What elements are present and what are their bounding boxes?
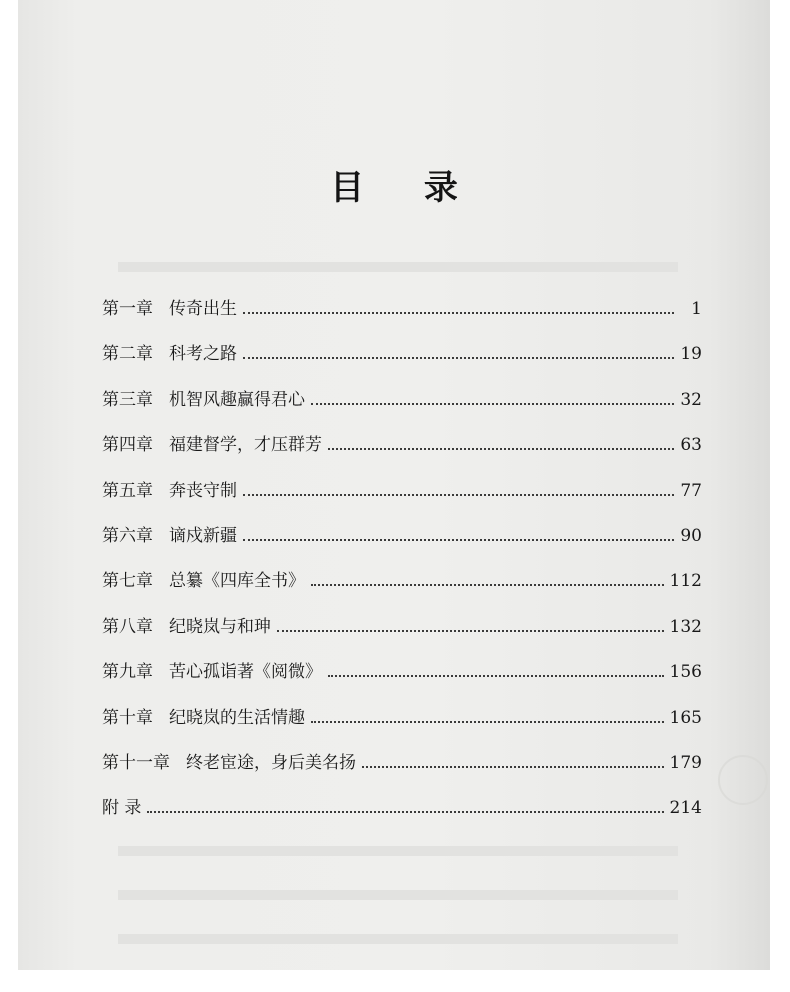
show-through-band-2 bbox=[118, 846, 678, 856]
toc-leader-dots bbox=[243, 493, 674, 496]
toc-row[interactable] bbox=[102, 385, 702, 430]
toc-chapter-title: 奔丧守制 bbox=[169, 480, 237, 501]
toc-page-number: 165 bbox=[669, 707, 702, 728]
show-through-band-3 bbox=[118, 890, 678, 900]
toc-chapter-title: 苦心孤诣著《阅微》 bbox=[169, 662, 322, 683]
toc-row[interactable] bbox=[102, 748, 702, 793]
toc-leader-dots bbox=[277, 629, 664, 632]
book-page bbox=[18, 0, 770, 970]
toc-leader-dots bbox=[243, 538, 674, 541]
toc-page-number: 112 bbox=[669, 571, 702, 592]
toc-row[interactable] bbox=[102, 566, 702, 611]
toc-chapter-title: 总纂《四库全书》 bbox=[169, 571, 305, 592]
toc-chapter-title: 谪戍新疆 bbox=[169, 525, 237, 546]
toc-chapter-title: 机智风趣赢得君心 bbox=[169, 389, 305, 410]
toc-chapter-number: 第一章 bbox=[102, 299, 153, 319]
toc-chapter-number: 第三章 bbox=[102, 389, 153, 410]
toc-page-number: 90 bbox=[680, 525, 702, 546]
toc-row[interactable] bbox=[102, 612, 702, 657]
show-through-band-1 bbox=[118, 262, 678, 272]
toc-page-number: 32 bbox=[680, 389, 702, 410]
toc-row[interactable] bbox=[102, 657, 702, 702]
toc-leader-dots bbox=[328, 447, 674, 450]
toc-page-number: 179 bbox=[669, 752, 702, 773]
table-of-contents bbox=[102, 294, 702, 839]
toc-page-number: 19 bbox=[680, 344, 702, 365]
toc-chapter-number: 第六章 bbox=[102, 525, 153, 546]
page-title: 目 录 bbox=[330, 168, 482, 208]
toc-chapter-title: 纪晓岚的生活情趣 bbox=[169, 707, 305, 728]
toc-chapter-title: 纪晓岚与和珅 bbox=[169, 616, 271, 637]
toc-chapter-number: 第四章 bbox=[102, 435, 153, 456]
toc-row[interactable] bbox=[102, 793, 702, 838]
toc-row[interactable] bbox=[102, 703, 702, 748]
toc-leader-dots bbox=[362, 765, 664, 768]
toc-chapter-title: 福建督学，才压群芳 bbox=[169, 435, 322, 456]
toc-leader-dots bbox=[243, 356, 674, 359]
toc-row[interactable] bbox=[102, 430, 702, 475]
toc-chapter-number: 第二章 bbox=[102, 344, 153, 365]
toc-chapter-number: 第八章 bbox=[102, 616, 153, 637]
toc-page-number: 77 bbox=[680, 480, 702, 501]
toc-leader-dots bbox=[311, 402, 674, 405]
toc-row[interactable] bbox=[102, 339, 702, 384]
toc-leader-dots bbox=[311, 720, 664, 723]
toc-chapter-title: 终老宦途，身后美名扬 bbox=[186, 752, 356, 773]
toc-chapter-number: 第十一章 bbox=[102, 752, 170, 773]
toc-row[interactable] bbox=[102, 476, 702, 521]
toc-leader-dots bbox=[328, 674, 664, 677]
toc-chapter-title: 传奇出生 bbox=[169, 299, 237, 319]
toc-row[interactable] bbox=[102, 294, 702, 339]
show-through-heading bbox=[358, 92, 386, 132]
toc-page-number: 156 bbox=[669, 662, 702, 683]
toc-chapter-title: 科考之路 bbox=[169, 344, 237, 365]
toc-leader-dots bbox=[147, 810, 663, 813]
toc-chapter-number: 第九章 bbox=[102, 662, 153, 683]
toc-page-number: 1 bbox=[691, 299, 702, 319]
show-through-seal bbox=[718, 755, 768, 805]
toc-chapter-number: 第七章 bbox=[102, 571, 153, 592]
toc-row[interactable] bbox=[102, 521, 702, 566]
toc-page-number: 132 bbox=[669, 616, 702, 637]
toc-page-number: 63 bbox=[680, 435, 702, 456]
toc-page-number: 214 bbox=[669, 798, 702, 819]
toc-chapter-number: 附 录 bbox=[102, 798, 142, 819]
toc-chapter-number: 第十章 bbox=[102, 707, 153, 728]
toc-chapter-number: 第五章 bbox=[102, 480, 153, 501]
show-through-band-4 bbox=[118, 934, 678, 944]
toc-leader-dots bbox=[311, 583, 664, 586]
toc-leader-dots bbox=[243, 311, 674, 314]
